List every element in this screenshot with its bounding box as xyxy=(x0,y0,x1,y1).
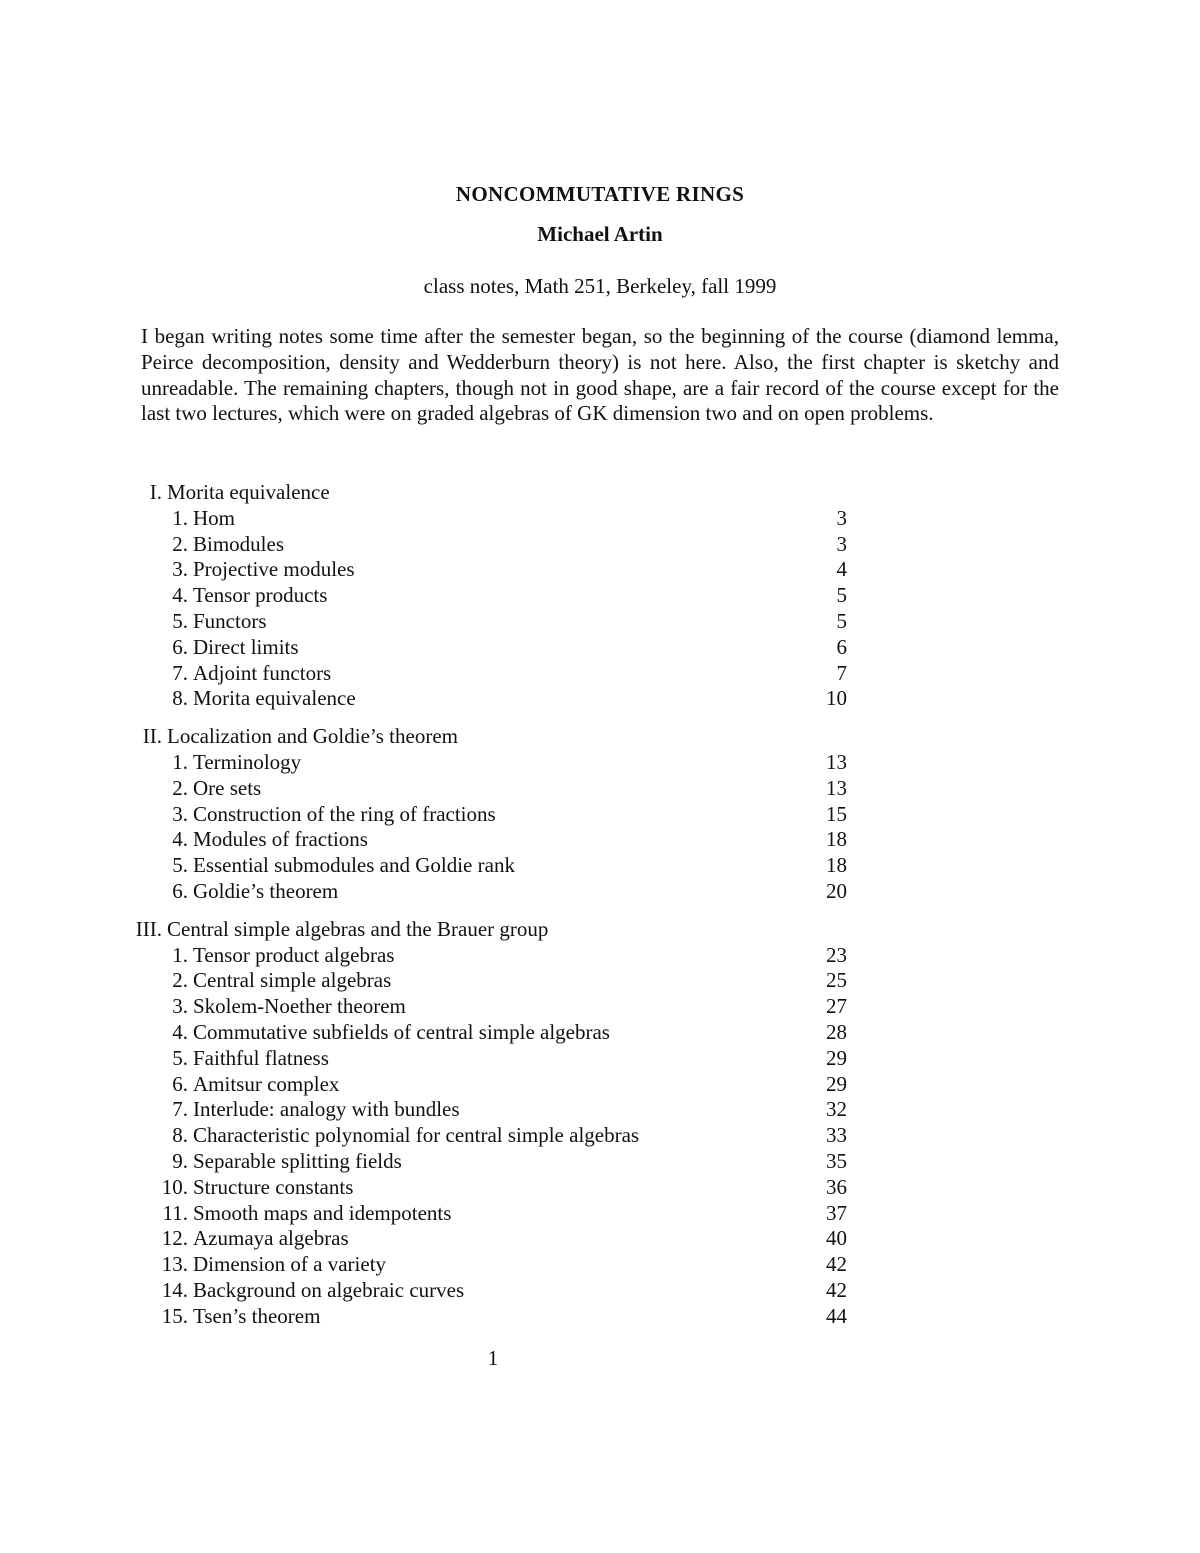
section-title: Commutative subfields of central simple algebras xyxy=(193,1019,610,1044)
section-page: 27 xyxy=(826,994,847,1019)
section-number: 2. xyxy=(172,775,188,800)
section-page: 13 xyxy=(826,775,847,800)
section-number: 15. xyxy=(161,1303,188,1328)
part-title: Central simple algebras and the Brauer group xyxy=(167,916,549,941)
section-number: 3. xyxy=(172,557,188,582)
toc-entry xyxy=(0,583,1200,609)
section-title: Azumaya algebras xyxy=(193,1226,349,1251)
section-page: 29 xyxy=(826,1045,847,1070)
toc-part xyxy=(0,480,1200,712)
section-page: 40 xyxy=(826,1226,847,1251)
section-page: 10 xyxy=(826,686,847,711)
toc-entry xyxy=(0,609,1200,635)
section-page: 23 xyxy=(826,942,847,967)
section-page: 35 xyxy=(826,1148,847,1173)
section-number: 1. xyxy=(172,942,188,967)
section-title: Structure constants xyxy=(193,1174,354,1199)
section-number: 3. xyxy=(172,994,188,1019)
intro-paragraph: I began writing notes some time after the semester began, so the beginning of the course (diamond lemma, Peirce decomposition, density and Wedderburn theory) is not here. Also, the first chapter is sketchy and unreadable. The remaining chapters, though not in good shape, are a fair record of the course except for the last two lectures, which were on graded algebras of GK dimension two and on open problems. xyxy=(141,324,1059,426)
toc-part xyxy=(0,917,1200,1330)
section-title: Terminology xyxy=(193,749,302,774)
section-title: Functors xyxy=(193,608,267,633)
section-number: 6. xyxy=(172,634,188,659)
section-number: 9. xyxy=(172,1148,188,1173)
section-number: 6. xyxy=(172,1071,188,1096)
toc-entry xyxy=(0,1072,1200,1098)
section-number: 10. xyxy=(161,1174,188,1199)
section-page: 15 xyxy=(826,801,847,826)
section-page: 28 xyxy=(826,1019,847,1044)
toc-entry xyxy=(0,1175,1200,1201)
section-page: 5 xyxy=(836,583,847,608)
part-title: Morita equivalence xyxy=(167,480,330,504)
section-number: 5. xyxy=(172,853,188,878)
section-number: 1. xyxy=(172,505,188,530)
section-title: Tensor product algebras xyxy=(193,942,395,967)
toc-entry xyxy=(0,1149,1200,1175)
toc-entry xyxy=(0,506,1200,532)
toc-entry xyxy=(0,1304,1200,1330)
section-title: Bimodules xyxy=(193,531,285,556)
section-title: Essential submodules and Goldie rank xyxy=(193,853,515,878)
section-page: 6 xyxy=(836,634,847,659)
section-title: Tsen’s theorem xyxy=(193,1303,321,1328)
section-title: Ore sets xyxy=(193,775,262,800)
toc-entry xyxy=(0,750,1200,776)
section-title: Amitsur complex xyxy=(193,1071,340,1096)
section-title: Smooth maps and idempotents xyxy=(193,1200,452,1225)
toc-part-heading xyxy=(0,480,1200,506)
table-of-contents xyxy=(0,480,1200,1342)
section-page: 3 xyxy=(836,505,847,530)
toc-entry xyxy=(0,532,1200,558)
toc-entry xyxy=(0,661,1200,687)
toc-entry xyxy=(0,968,1200,994)
toc-part xyxy=(0,724,1200,905)
toc-part-heading xyxy=(0,917,1200,943)
part-number: III. xyxy=(135,916,162,941)
section-number: 6. xyxy=(172,878,188,903)
section-number: 5. xyxy=(172,608,188,633)
section-page: 33 xyxy=(826,1123,847,1148)
section-title: Goldie’s theorem xyxy=(193,878,339,903)
section-page: 36 xyxy=(826,1174,847,1199)
part-number: I. xyxy=(149,480,162,504)
toc-entry xyxy=(0,943,1200,969)
author-name: Michael Artin xyxy=(537,222,663,246)
toc-entry xyxy=(0,776,1200,802)
section-title: Background on algebraic curves xyxy=(193,1277,465,1302)
section-number: 8. xyxy=(172,1123,188,1148)
toc-entry xyxy=(0,879,1200,905)
section-number: 11. xyxy=(162,1200,188,1225)
page-number: 1 xyxy=(487,1346,499,1370)
toc-entry xyxy=(0,802,1200,828)
toc-entry xyxy=(0,1097,1200,1123)
section-title: Separable splitting fields xyxy=(193,1148,402,1173)
toc-entry xyxy=(0,1226,1200,1252)
section-page: 13 xyxy=(826,749,847,774)
part-title: Localization and Goldie’s theorem xyxy=(167,724,458,749)
toc-entry xyxy=(0,1046,1200,1072)
section-page: 3 xyxy=(836,531,847,556)
toc-part-heading xyxy=(0,724,1200,750)
section-title: Skolem-Noether theorem xyxy=(193,994,406,1019)
section-title: Tensor products xyxy=(193,583,328,608)
section-title: Dimension of a variety xyxy=(193,1252,387,1277)
section-number: 13. xyxy=(161,1252,188,1277)
document-subtitle: class notes, Math 251, Berkeley, fall 1999 xyxy=(423,274,777,298)
toc-entry xyxy=(0,1252,1200,1278)
section-page: 29 xyxy=(826,1071,847,1096)
section-number: 8. xyxy=(172,686,188,711)
section-number: 4. xyxy=(172,827,188,852)
section-page: 42 xyxy=(826,1277,847,1302)
section-title: Construction of the ring of fractions xyxy=(193,801,496,826)
section-title: Morita equivalence xyxy=(193,686,356,711)
section-number: 4. xyxy=(172,583,188,608)
section-title: Interlude: analogy with bundles xyxy=(193,1097,460,1122)
document-title: NONCOMMUTATIVE RINGS xyxy=(455,182,745,206)
section-page: 4 xyxy=(836,557,847,582)
section-number: 14. xyxy=(161,1277,188,1302)
section-title: Characteristic polynomial for central simple algebras xyxy=(193,1123,640,1148)
toc-entry xyxy=(0,994,1200,1020)
section-number: 4. xyxy=(172,1019,188,1044)
section-page: 25 xyxy=(826,968,847,993)
section-number: 12. xyxy=(161,1226,188,1251)
section-page: 44 xyxy=(826,1303,847,1328)
section-number: 7. xyxy=(172,660,188,685)
toc-entry xyxy=(0,1278,1200,1304)
section-number: 2. xyxy=(172,531,188,556)
section-page: 42 xyxy=(826,1252,847,1277)
toc-entry xyxy=(0,1123,1200,1149)
toc-entry xyxy=(0,1020,1200,1046)
section-title: Projective modules xyxy=(193,557,355,582)
section-page: 32 xyxy=(826,1097,847,1122)
section-page: 5 xyxy=(836,608,847,633)
section-number: 1. xyxy=(172,749,188,774)
section-number: 5. xyxy=(172,1045,188,1070)
section-number: 3. xyxy=(172,801,188,826)
part-number: II. xyxy=(142,724,162,749)
section-page: 18 xyxy=(826,827,847,852)
toc-entry xyxy=(0,686,1200,712)
section-title: Hom xyxy=(193,505,235,530)
section-title: Direct limits xyxy=(193,634,299,659)
toc-entry xyxy=(0,557,1200,583)
section-page: 20 xyxy=(826,878,847,903)
section-title: Faithful flatness xyxy=(193,1045,329,1070)
section-page: 7 xyxy=(836,660,847,685)
section-title: Central simple algebras xyxy=(193,968,392,993)
section-number: 7. xyxy=(172,1097,188,1122)
section-number: 2. xyxy=(172,968,188,993)
section-page: 18 xyxy=(826,853,847,878)
toc-entry xyxy=(0,1201,1200,1227)
toc-entry xyxy=(0,853,1200,879)
toc-entry xyxy=(0,635,1200,661)
section-title: Modules of fractions xyxy=(193,827,368,852)
section-page: 37 xyxy=(826,1200,847,1225)
toc-entry xyxy=(0,827,1200,853)
section-title: Adjoint functors xyxy=(193,660,332,685)
